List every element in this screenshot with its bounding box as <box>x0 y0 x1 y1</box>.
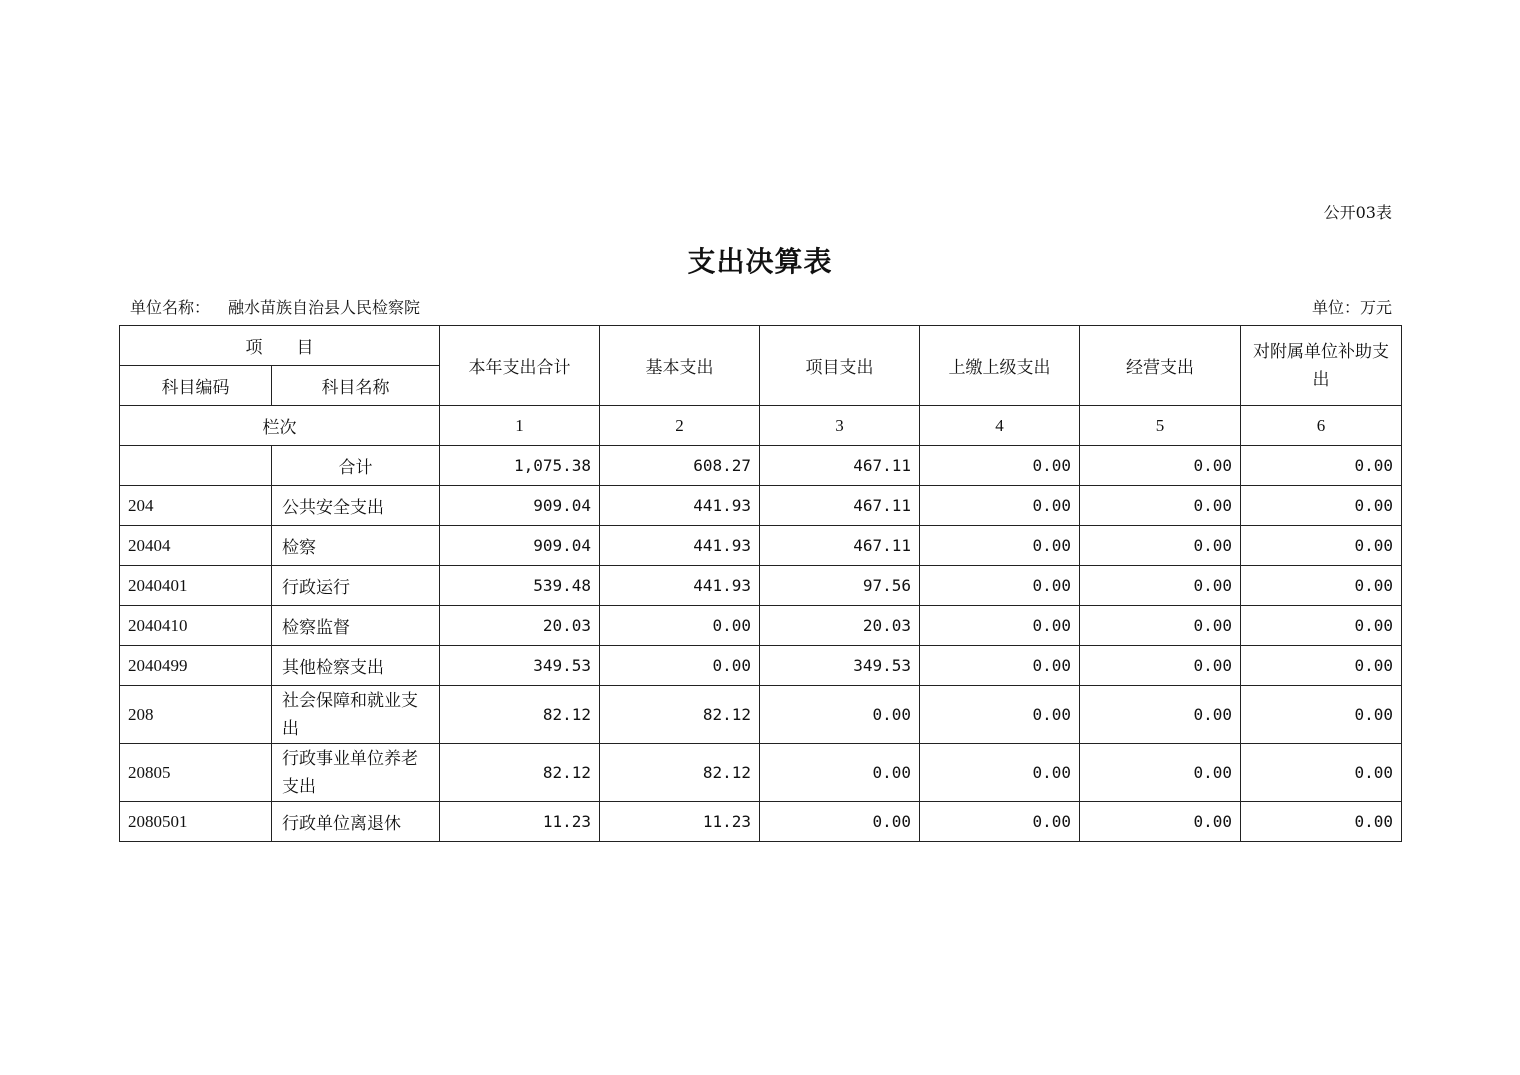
cell-project: 0.00 <box>760 744 920 802</box>
column-index: 3 <box>760 406 920 446</box>
cell-basic: 82.12 <box>600 686 760 744</box>
cell-project: 0.00 <box>760 686 920 744</box>
table-row <box>120 606 1402 646</box>
cell-subsidy: 0.00 <box>1241 802 1402 842</box>
header-total: 本年支出合计 <box>440 326 600 406</box>
table-row <box>120 686 1402 744</box>
column-index: 2 <box>600 406 760 446</box>
header-project: 项目支出 <box>760 326 920 406</box>
cell-operating: 0.00 <box>1080 566 1241 606</box>
expenditure-table <box>119 325 1402 842</box>
cell-operating: 0.00 <box>1080 446 1241 486</box>
cell-total: 909.04 <box>440 486 600 526</box>
header-upper: 上缴上级支出 <box>920 326 1080 406</box>
cell-code: 20805 <box>120 744 272 802</box>
cell-code: 2040410 <box>120 606 272 646</box>
cell-upper: 0.00 <box>920 486 1080 526</box>
unit-name-value: 融水苗族自治县人民检察院 <box>228 298 421 317</box>
table-row <box>120 802 1402 842</box>
cell-subsidy: 0.00 <box>1241 526 1402 566</box>
cell-operating: 0.00 <box>1080 526 1241 566</box>
cell-upper: 0.00 <box>920 526 1080 566</box>
header-operating: 经营支出 <box>1080 326 1241 406</box>
cell-name: 检察 <box>272 526 440 566</box>
cell-total: 82.12 <box>440 744 600 802</box>
cell-name: 其他检察支出 <box>272 646 440 686</box>
cell-total: 20.03 <box>440 606 600 646</box>
cell-total: 82.12 <box>440 686 600 744</box>
header-code: 科目编码 <box>120 366 272 406</box>
cell-project: 20.03 <box>760 606 920 646</box>
cell-name: 社会保障和就业支出 <box>272 686 440 744</box>
column-index-label: 栏次 <box>120 406 440 446</box>
cell-code: 2080501 <box>120 802 272 842</box>
cell-upper: 0.00 <box>920 566 1080 606</box>
cell-total: 539.48 <box>440 566 600 606</box>
cell-subsidy: 0.00 <box>1241 606 1402 646</box>
cell-operating: 0.00 <box>1080 802 1241 842</box>
column-index: 5 <box>1080 406 1241 446</box>
cell-subsidy: 0.00 <box>1241 686 1402 744</box>
table-row-total <box>120 446 1402 486</box>
cell-name: 行政事业单位养老支出 <box>272 744 440 802</box>
cell-basic: 441.93 <box>600 526 760 566</box>
cell-operating: 0.00 <box>1080 744 1241 802</box>
header-name: 科目名称 <box>272 366 440 406</box>
cell-project: 467.11 <box>760 446 920 486</box>
cell-basic: 0.00 <box>600 646 760 686</box>
cell-basic: 441.93 <box>600 566 760 606</box>
cell-project: 467.11 <box>760 486 920 526</box>
cell-subsidy: 0.00 <box>1241 744 1402 802</box>
cell-project: 349.53 <box>760 646 920 686</box>
cell-upper: 0.00 <box>920 744 1080 802</box>
cell-total: 1,075.38 <box>440 446 600 486</box>
cell-basic: 82.12 <box>600 744 760 802</box>
cell-operating: 0.00 <box>1080 486 1241 526</box>
cell-operating: 0.00 <box>1080 646 1241 686</box>
header-item: 项 目 <box>120 326 440 366</box>
cell-upper: 0.00 <box>920 446 1080 486</box>
cell-name: 公共安全支出 <box>272 486 440 526</box>
table-row <box>120 486 1402 526</box>
cell-project: 97.56 <box>760 566 920 606</box>
page-title: 支出决算表 <box>687 245 833 278</box>
cell-name: 合计 <box>272 446 440 486</box>
cell-project: 467.11 <box>760 526 920 566</box>
cell-upper: 0.00 <box>920 646 1080 686</box>
cell-basic: 608.27 <box>600 446 760 486</box>
cell-total: 909.04 <box>440 526 600 566</box>
table-row <box>120 526 1402 566</box>
table-row <box>120 566 1402 606</box>
cell-basic: 11.23 <box>600 802 760 842</box>
cell-name: 检察监督 <box>272 606 440 646</box>
cell-code: 208 <box>120 686 272 744</box>
cell-operating: 0.00 <box>1080 606 1241 646</box>
cell-upper: 0.00 <box>920 686 1080 744</box>
cell-subsidy: 0.00 <box>1241 486 1402 526</box>
cell-total: 11.23 <box>440 802 600 842</box>
cell-upper: 0.00 <box>920 802 1080 842</box>
table-row <box>120 646 1402 686</box>
column-index-row <box>120 406 1402 446</box>
form-number: 公开03表 <box>1323 203 1392 222</box>
header-row-1 <box>120 326 1402 366</box>
cell-total: 349.53 <box>440 646 600 686</box>
cell-subsidy: 0.00 <box>1241 446 1402 486</box>
cell-subsidy: 0.00 <box>1241 566 1402 606</box>
header-subsidy: 对附属单位补助支出 <box>1241 326 1402 406</box>
cell-basic: 0.00 <box>600 606 760 646</box>
unit-name-label: 单位名称： <box>130 298 211 317</box>
column-index: 6 <box>1241 406 1402 446</box>
cell-project: 0.00 <box>760 802 920 842</box>
column-index: 1 <box>440 406 600 446</box>
unit-name-line <box>130 295 420 318</box>
cell-code: 204 <box>120 486 272 526</box>
cell-upper: 0.00 <box>920 606 1080 646</box>
cell-operating: 0.00 <box>1080 686 1241 744</box>
table-row <box>120 744 1402 802</box>
cell-name: 行政单位离退休 <box>272 802 440 842</box>
column-index: 4 <box>920 406 1080 446</box>
cell-basic: 441.93 <box>600 486 760 526</box>
currency-unit: 单位：万元 <box>1311 298 1392 317</box>
cell-name: 行政运行 <box>272 566 440 606</box>
cell-code: 20404 <box>120 526 272 566</box>
cell-code: 2040499 <box>120 646 272 686</box>
header-basic: 基本支出 <box>600 326 760 406</box>
cell-subsidy: 0.00 <box>1241 646 1402 686</box>
cell-code: 2040401 <box>120 566 272 606</box>
cell-code <box>120 446 272 486</box>
